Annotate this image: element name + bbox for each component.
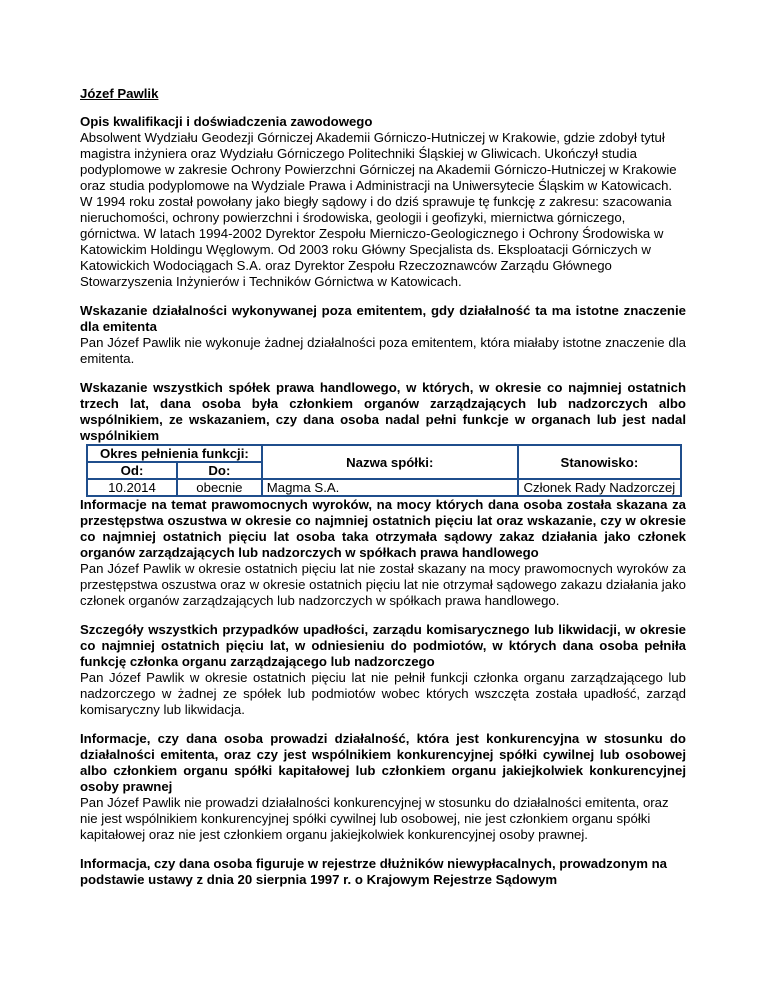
cell-from: 10.2014 (87, 479, 177, 496)
section-body: Absolwent Wydziału Geodezji Górniczej Akademii Górniczo-Hutniczej w Krakowie, gdzie zdobył tytuł magistra inżyniera oraz Wydziału Górniczego Politechniki Śląskiej w Gliwicach. Ukończył studia podyplomowe w zakresie Ochrony Powierzchni Górniczej na Akademii Górniczo-Hutniczej w Krakowie oraz studia podyplomowe na Wydziale Prawa i Administracji na Uniwersytecie Śląskim w Katowicach. W 1994 roku został powołany jako biegły sądowy i do dziś sprawuje tę funkcję z zakresu: szacowania nieruchomości, ochrony powierzchni i środowiska, geologii i geofizyki, miernictwa górniczego, górnictwa. W latach 1994-2002 Dyrektor Zespołu Mierniczo-Geologicznego i Ochrony Środowiska w Katowickim Holdingu Węglowym. Od 2003 roku Główny Specjalista ds. Eksploatacji Górniczych w Katowickich Wodociągach S.A. oraz Dyrektor Zespołu Rzeczoznawców Zarządu Głównego Stowarzyszenia Inżynierów i Techników Górnictwa w Katowicach. (80, 130, 677, 289)
section-body: Pan Józef Pawlik nie prowadzi działalności konkurencyjnej w stosunku do działalności emitenta, oraz nie jest wspólnikiem konkurencyjnej spółki cywilnej lub osobowej, nie jest członkiem organu spółki kapitałowej oraz nie jest członkiem organu jakiejkolwiek konkurencyjnej osoby prawnej. (80, 795, 669, 842)
section-outside-activity (80, 303, 686, 367)
section-heading: Informacje na temat prawomocnych wyroków, na mocy których dana osoba została skazana za przestępstwa oszustwa w okresie co najmniej ostatnich pięciu lat oraz wskazanie, czy w okresie co najmniej ostatnich pięciu lat osoba taka otrzymała sądowy zakaz działania jako członek organów zarządzających lub nadzorczych w spółkach prawa handlowego (80, 497, 686, 560)
section-body: Pan Józef Pawlik nie wykonuje żadnej działalności poza emitentem, która miałaby istotne znaczenie dla emitenta. (80, 335, 686, 366)
section-heading: Opis kwalifikacji i doświadczenia zawodowego (80, 114, 373, 129)
section-convictions (80, 497, 686, 609)
section-companies (80, 380, 686, 497)
section-body: Pan Józef Pawlik w okresie ostatnich pięciu lat nie pełnił funkcji członka organu zarządzającego lub nadzorczego w żadnej ze spółek lub podmiotów wobec których wszczęta została upadłość, zarząd komisaryczny lub likwidacja. (80, 670, 686, 717)
cell-to: obecnie (177, 479, 262, 496)
period-header: Okres pełnienia funkcji: (87, 445, 262, 462)
section-body: Pan Józef Pawlik w okresie ostatnich pięciu lat nie został skazany na mocy prawomocnych wyroków za przestępstwa oszustwa oraz w okresie ostatnich pięciu lat nie otrzymał sądowego zakazu działania jako członek organów zarządzających lub nadzorczych w spółkach prawa handlowego. (80, 561, 686, 608)
section-heading: Wskazanie wszystkich spółek prawa handlowego, w których, w okresie co najmniej ostatnich trzech lat, dana osoba była członkiem organów zarządzających lub nadzorczych albo wspólnikiem, ze wskazaniem, czy dana osoba nadal pełni funkcje w organach lub jest nadal wspólnikiem (80, 380, 686, 443)
cell-company: Magma S.A. (262, 479, 518, 496)
company-header: Nazwa spółki: (262, 445, 518, 479)
roles-table (86, 444, 682, 497)
section-heading: Informacja, czy dana osoba figuruje w rejestrze dłużników niewypłacalnych, prowadzonym na podstawie ustawy z dnia 20 sierpnia 1997 r. o Krajowym Rejestrze Sądowym (80, 856, 667, 887)
section-bankruptcy (80, 622, 686, 718)
section-heading: Szczegóły wszystkich przypadków upadłości, zarządu komisarycznego lub likwidacji, w okresie co najmniej ostatnich pięciu lat, w odniesieniu do podmiotów, w których dana osoba pełniła funkcję członka organu zarządzającego lub nadzorczego (80, 622, 686, 669)
section-heading: Informacje, czy dana osoba prowadzi działalność, która jest konkurencyjna w stosunku do działalności emitenta, oraz czy jest wspólnikiem konkurencyjnej spółki cywilnej lub osobowej albo członkiem organu spółki kapitałowej lub członkiem organu jakiejkolwiek konkurencyjnej osoby prawnej (80, 731, 686, 794)
from-header: Od: (87, 462, 177, 479)
position-header: Stanowisko: (518, 445, 681, 479)
cell-position: Członek Rady Nadzorczej (518, 479, 681, 496)
to-header: Do: (177, 462, 262, 479)
section-debtors-register (80, 856, 686, 888)
document-page (80, 86, 686, 901)
section-qualifications (80, 114, 686, 290)
section-heading: Wskazanie działalności wykonywanej poza emitentem, gdy działalność ta ma istotne znaczenie dla emitenta (80, 303, 686, 334)
table-row (87, 479, 681, 496)
person-name: Józef Pawlik (80, 86, 159, 101)
section-competition (80, 731, 686, 843)
